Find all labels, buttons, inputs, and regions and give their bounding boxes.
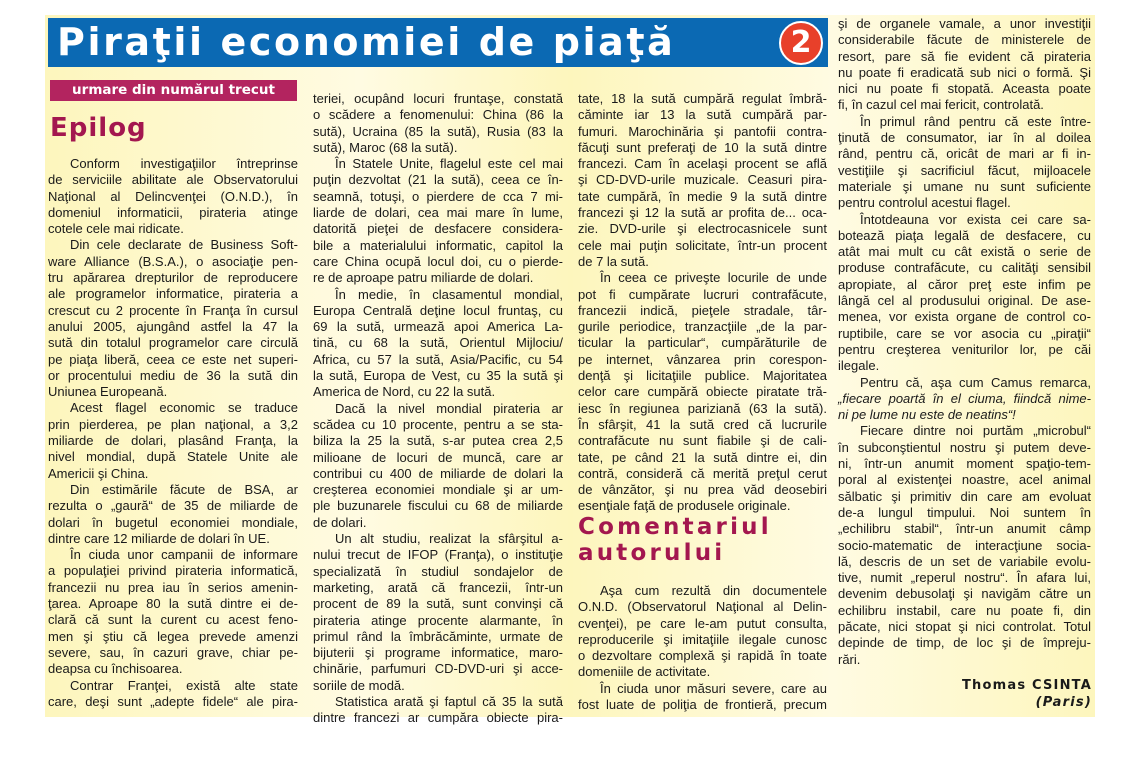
text-line: Pentru că, aşa cum Camus remarca,	[860, 374, 1091, 390]
text-line: contră, consideră că merită preţul cerut	[578, 465, 827, 481]
text-line: păcate, nici stopat şi nici controlat. Totul	[838, 618, 1091, 634]
text-line: ale programelor informatice, pirateria a	[48, 286, 298, 302]
text-line: ţinută de consumator, iar în al doilea	[838, 130, 1091, 146]
text-line: creşterea economiei mondiale şi ar um-	[313, 482, 563, 498]
section-heading-epilog: Epilog	[50, 113, 147, 143]
text-line: prin pierderea, pe plan naţional, a 3,2	[48, 416, 298, 432]
text-line: francezi. Cam în acelaşi procent se află	[578, 156, 827, 172]
text-line: de 7 la sută.	[578, 253, 649, 269]
text-line: Dacă la nivel mondial pirateria ar	[335, 400, 563, 416]
text-line: menea, vor exista organe de control co-	[838, 309, 1091, 325]
text-line: a populaţiei privind pirateria informatică,	[48, 563, 298, 579]
text-line: atât mai mult cu cât există o serie de	[838, 244, 1091, 260]
text-line: cele mai puţin solicitate, într-un procent	[578, 237, 827, 253]
text-line: Conform investigaţiilor întreprinse	[70, 156, 298, 171]
text-line: anului 2005, ajungând astfel la 47 la	[48, 318, 298, 334]
text-line: În ceea ce priveşte locurile de unde	[600, 270, 827, 286]
paragraph	[838, 16, 1091, 114]
article-column-3	[578, 91, 827, 515]
text-line: tate, pe când 21 la sută dintre ei, din	[578, 449, 827, 465]
text-line: „fiecare poartă în el ciuma, fiindcă nime-	[838, 390, 1091, 406]
text-line: Fiecare dintre noi purtăm „microbul“	[860, 423, 1091, 439]
text-line: dolari în bugetul economiei mondiale,	[48, 514, 298, 530]
text-line: ticular la particular“, cumpărăturile de	[578, 335, 827, 351]
text-line: de-a lungul timpului. Noi suntem în	[838, 504, 1091, 520]
text-line: dintre francezi ar cumpăra obiecte pira-	[313, 710, 563, 726]
text-line: contribui cu 400 de miliarde de dolari la	[313, 465, 563, 481]
text-line: contrafăcute nu sunt fiabile şi de cali-	[578, 433, 827, 449]
paragraph	[838, 212, 1091, 375]
text-line: nivel mondial, după Statele Unite ale	[48, 449, 298, 465]
text-line: poral al existenţei noastre, acel animal	[838, 472, 1091, 488]
text-line: severe, sau, în cazuri grave, chiar pe-	[48, 644, 298, 660]
text-line: Statistica arată şi faptul că 35 la sută	[335, 693, 563, 709]
text-line: pot fi cumpărate lucruri contrafăcute,	[578, 286, 827, 302]
text-line: biliza la 25 la sută, s-ar putea crea 2,5	[313, 433, 563, 449]
text-line: bile a materialului informatic, capitol la	[313, 237, 563, 253]
text-line: cotele cele mai ridicate.	[48, 221, 184, 237]
text-line: liarde de dolari, cea mai mare în lume,	[313, 205, 563, 221]
paragraph	[313, 401, 563, 531]
text-line: la sută, Europa de Vest, cu 35 la sută şi	[313, 368, 563, 384]
text-line: seamnă, totuşi, o pierdere de cca 7 mi-	[313, 188, 563, 204]
paragraph	[48, 482, 298, 547]
text-line: Întotdeauna vor exista cei care sa-	[860, 211, 1091, 227]
text-line: apropiate, al căror preţ este infim pe	[838, 276, 1091, 292]
paragraph	[578, 681, 827, 714]
text-line: de vânzător, şi nu prea văd deosebiri	[578, 482, 827, 498]
text-line: bijuterii şi programe informatice, maro-	[313, 645, 563, 661]
text-line: fost luate de poliţia de frontieră, precum	[578, 697, 827, 713]
text-line: teriei, ocupând locuri fruntaşe, constată	[313, 91, 563, 106]
article-column-2	[313, 91, 563, 727]
text-line: În Statele Unite, flagelul este cel mai	[335, 156, 563, 172]
text-line: vestiţiile şi sacrificiul făcut, mijloacele	[838, 162, 1091, 178]
text-line: pirateria atinge procente alarmante, în	[313, 612, 563, 628]
text-line: şi de organele vamale, a unor investiţii	[838, 16, 1091, 31]
text-line: Din estimările făcute de BSA, ar	[70, 481, 298, 497]
paragraph	[578, 270, 827, 514]
text-line: iesc în regiunea pariziană (63 la sută).	[578, 400, 827, 416]
text-line: Naţional al Delincvenţei (O.N.D.), în	[48, 188, 298, 204]
text-line: pe internet, vânzarea prin corespon-	[578, 351, 827, 367]
paragraph	[48, 678, 298, 711]
text-line: or procentului mediu de 36 la sută din	[48, 367, 298, 383]
text-line: ni, într-un anumit moment spaţio-tem-	[838, 456, 1091, 472]
text-line: care China ocupă locul doi, cu o pierde-	[313, 253, 563, 269]
text-line: pentru controlul acestui flagel.	[838, 195, 1011, 211]
paragraph	[838, 423, 1091, 667]
text-line: francezi şi 12 la sută ar profita de... oca-	[578, 205, 827, 221]
text-line: sălbatic şi primitiv din care am evoluat	[838, 488, 1091, 504]
text-line: reproducerile şi imitaţiile ilegale cunosc	[578, 631, 827, 647]
text-line: produse contrafăcute, cu calităţi sensibil	[838, 260, 1091, 276]
text-line: o scădere a fenomenului: China (86 la	[313, 107, 563, 123]
text-line: botează piaţa legală de desfacere, cu	[838, 227, 1091, 243]
text-line: În ciuda unor măsuri severe, care au	[600, 680, 827, 696]
text-line: tive, numit „reperul nostru“. În afara lui,	[838, 570, 1091, 586]
paragraph	[578, 583, 827, 681]
text-line: re de aproape patru miliarde de dolari.	[313, 270, 534, 286]
text-line: puţin dezvoltat (21 la sută), ceea ce în-	[313, 172, 563, 188]
text-line: nici nu poate fi stopată. Aceasta poate	[838, 81, 1091, 97]
text-line: ware Alliance (B.S.A.), o asociaţie pen-	[48, 253, 298, 269]
text-line: resort, pare să fie evident că pirateria	[838, 48, 1091, 64]
text-line: ni pe lume nu este de neatins“!	[838, 407, 1016, 423]
text-line: echilibru instabil, care nu poate fi, din	[838, 602, 1091, 618]
article-column-4	[838, 16, 1091, 668]
text-line: rezulta o „gaură“ de 35 de miliarde de	[48, 498, 298, 514]
text-line: Din cele declarate de Business Soft-	[70, 237, 298, 253]
text-line: specializată în studiul sondajelor de	[313, 563, 563, 579]
text-line: datorită pieţei de desfacere considera-	[313, 221, 563, 237]
paragraph	[313, 91, 563, 156]
text-line: ţarea. Aproape 80 la sută dintre ei de-	[48, 596, 298, 612]
text-line: fumuri. Marochinăria şi pantofii contra-	[578, 123, 827, 139]
text-line: şi CD-DVD-urile muzicale. Ceasuri pira-	[578, 172, 827, 188]
article-column-3-comment	[578, 583, 827, 713]
text-line: În primul rând pentru că este între-	[860, 113, 1091, 129]
text-line: materiale şi umane nu sunt suficiente	[838, 178, 1091, 194]
text-line: sută), Ucraina (85 la sută), Rusia (83 la	[313, 123, 563, 139]
author-name: Thomas CSINTA	[961, 678, 1092, 693]
paragraph	[578, 91, 827, 270]
text-line: soriile de modă.	[313, 677, 405, 693]
text-line: clară că sunt la curent cu acest feno-	[48, 612, 298, 628]
text-line: făcuţi sunt preferaţi de 10 la sută dintre	[578, 139, 827, 155]
text-line: ilegale.	[838, 358, 880, 374]
text-line: crescut cu 2 procente în Franţa în cursul	[48, 302, 298, 318]
part-number-badge: 2	[779, 21, 823, 65]
text-line: tru apărarea drepturilor de reproducere	[48, 270, 298, 286]
text-line: denţă şi licitaţiile publice. Majoritatea	[578, 368, 827, 384]
text-line: Aşa cum rezultă din documentele	[600, 583, 827, 598]
text-line: Un alt studiu, realizat la sfârşitul a-	[335, 531, 563, 547]
text-line: rări.	[838, 651, 861, 667]
paragraph	[48, 156, 298, 237]
text-line: zie. DVD-urile şi electrocasnicele sunt	[578, 221, 827, 237]
paragraph	[313, 156, 563, 286]
text-line: miliarde de dolari, plasând Franţa, la	[48, 433, 298, 449]
continued-tag: urmare din numărul trecut	[50, 80, 297, 101]
paragraph	[313, 531, 563, 694]
text-line: domeniul informaticii, pirateria atinge	[48, 204, 298, 220]
text-line: devenim debusolaţi şi navigăm către un	[838, 586, 1091, 602]
text-line: în subconştientul nostru şi putem deve-	[838, 439, 1091, 455]
text-line: tină, cu 68 la sută, Orientul Mijlociu/	[313, 335, 563, 351]
author-location: (Paris)	[1035, 695, 1092, 710]
text-line: America de Nord, cu 22 la sută.	[313, 384, 496, 400]
text-line: chinărie, parfumuri CD-DVD-uri şi acce-	[313, 661, 563, 677]
text-line: care, deşi sunt „adepte fidele“ ale pira-	[48, 693, 298, 709]
text-line: pe piaţa liberă, ceea ce este net superi-	[48, 351, 298, 367]
text-line: nu poate fi eradicată sub nici o formă. Şi	[838, 64, 1091, 80]
text-line: socio-matematic de interacţiune socia-	[838, 537, 1091, 553]
text-line: În ciuda unor campanii de informare	[70, 547, 298, 563]
text-line: celor care cumpără obiecte piratate tră-	[578, 384, 827, 400]
text-line: esenţiale faţă de produsele originale.	[578, 498, 791, 514]
text-line: căminte iar 13 la sută cumpără par-	[578, 107, 827, 123]
text-line: Uniunea Europeană.	[48, 384, 168, 400]
text-line: de serviciile abilitate ale Observatorului	[48, 172, 298, 188]
paragraph	[48, 547, 298, 677]
text-line: sută din totalul programelor care circulă	[48, 335, 298, 351]
text-line: În medie, în clasamentul mondial,	[335, 286, 563, 302]
text-line: primul rând la îmbrăcăminte, urmate de	[313, 628, 563, 644]
text-line: 69 la sută, urmează apoi America La-	[313, 319, 563, 335]
text-line: marketing, arată că francezii, într-un	[313, 579, 563, 595]
paragraph	[313, 287, 563, 401]
text-line: ruptibile, care se vor asocia cu „piraţii“	[838, 325, 1091, 341]
heading-line: autorului	[578, 540, 726, 566]
text-line: În sfârşit, 41 la sută cred că lucrurile	[578, 416, 827, 432]
text-line: gurile periodice, tranzacţiile „de la par-	[578, 319, 827, 335]
text-line: francezii nu prea iau în serios amenin-	[48, 579, 298, 595]
text-line: rând, pentru că, oricât de mari ar fi in-	[838, 146, 1091, 162]
text-line: fi, în cazul cel mai fericit, controlată.	[838, 97, 1044, 113]
text-line: dintre care 12 miliarde de dolari în UE.	[48, 530, 270, 546]
text-line: Contrar Franţei, există alte state	[70, 677, 298, 693]
paragraph	[48, 400, 298, 481]
text-line: francezii indică, pieţele stradale, târ-	[578, 302, 827, 318]
paragraph	[838, 375, 1091, 424]
article-column-1	[48, 156, 298, 710]
text-line: lă, descris de un set de variabile evolu-	[838, 553, 1091, 569]
text-line: considerabile făcute de ministerele de	[838, 32, 1091, 48]
text-line: domeniile de activitate.	[578, 664, 711, 680]
text-line: Africa, cu 57 la sută, Asia/Pacific, cu 54	[313, 351, 563, 367]
text-line: o dezvoltare complexă şi rapidă în toate	[578, 648, 827, 664]
title-banner	[48, 18, 828, 67]
paragraph	[313, 694, 563, 727]
paragraph	[838, 114, 1091, 212]
text-line: milioane de locuri de muncă, care ar	[313, 449, 563, 465]
text-line: nului trecut de IFOP (Franţa), o instituţie	[313, 547, 563, 563]
text-line: Europa Centrală deţine locul fruntaş, cu	[313, 302, 563, 318]
text-line: scădea cu 10 procente, pentru a se sta-	[313, 416, 563, 432]
heading-line: Comentariul	[578, 514, 772, 540]
text-line: ple buzunarele fiscului cu 68 de miliarde	[313, 498, 563, 514]
text-line: tate, 18 la sută cumpără regulat îmbră-	[578, 91, 827, 106]
text-line: cvenţei), pe care le-am putut consulta,	[578, 615, 827, 631]
text-line: lângă cel al produsului original. De ase-	[838, 293, 1091, 309]
text-line: O.N.D. (Observatorul Naţional al Delin-	[578, 599, 827, 615]
text-line: de dolari.	[313, 514, 367, 530]
text-line: tate cumpără, în medie 9 la sută dintre	[578, 188, 827, 204]
text-line: deapsa cu închisoarea.	[48, 661, 183, 677]
paragraph	[48, 237, 298, 400]
text-line: Acest flagel economic se traduce	[70, 400, 298, 416]
text-line: sută), Maroc (68 la sută).	[313, 139, 458, 155]
text-line: men şi ştiu că legea prevede amenzi	[48, 628, 298, 644]
page-title: Piraţii economiei de piaţă	[57, 20, 676, 64]
text-line: depinde de timp, de loc şi de împreju-	[838, 635, 1091, 651]
text-line: Americii şi China.	[48, 465, 149, 481]
text-line: procent de 89 la sută, sunt convinşi că	[313, 596, 563, 612]
section-heading-comment	[578, 514, 772, 566]
text-line: „echilibru stabil“, într-un anumit câmp	[838, 521, 1091, 537]
text-line: pentru creşterea veniturilor lor, pe căi	[838, 341, 1091, 357]
